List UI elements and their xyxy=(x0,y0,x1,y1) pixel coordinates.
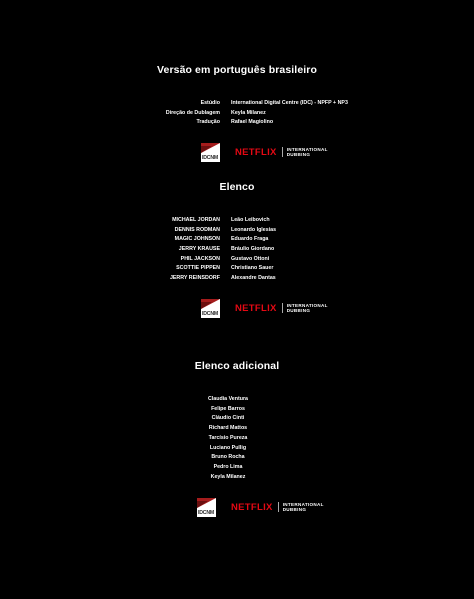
list-item: Cláudio Cinti xyxy=(211,415,245,422)
list-item: Keyla Milanez xyxy=(210,473,246,480)
logo-divider xyxy=(278,502,279,512)
character-name: PHIL JACKSON xyxy=(180,255,220,262)
idc-logo: IDCNM xyxy=(201,299,220,318)
cast-row xyxy=(0,226,474,236)
cast-row xyxy=(0,274,474,284)
actor-name: Christiano Sauer xyxy=(231,265,274,272)
actor-name: Leonardo Iglesias xyxy=(231,226,277,233)
actor-name: Eduardo Fraga xyxy=(231,236,269,243)
credit-name: Rafael Magiolino xyxy=(231,119,274,126)
actor-name: Gustavo Ottoni xyxy=(231,255,270,262)
netflix-logo: NETFLIX xyxy=(231,501,273,513)
character-name: JERRY REINSDORF xyxy=(169,275,220,282)
credit-role: Tradução xyxy=(196,119,220,126)
credit-row xyxy=(0,99,474,109)
logo-divider xyxy=(282,303,283,313)
cast-row xyxy=(0,245,474,255)
studio-credits xyxy=(0,99,474,128)
actor-name: Bráulio Giordano xyxy=(231,246,275,253)
cast-row xyxy=(0,255,474,265)
list-item: Claudia Ventura xyxy=(207,396,249,402)
logo-group-1 xyxy=(201,142,328,162)
international-dubbing-label: INTERNATIONAL DUBBING xyxy=(282,501,324,512)
list-item: Pedro Lima xyxy=(213,463,243,470)
character-name: MAGIC JOHNSON xyxy=(174,236,220,243)
character-name: DENNIS RODMAN xyxy=(174,226,220,233)
actor-name: Leão Leibovich xyxy=(231,217,270,223)
version-title: Versão em português brasileiro xyxy=(157,64,317,76)
list-item: Tarcísio Pureza xyxy=(208,434,248,441)
international-dubbing-label: INTERNATIONAL DUBBING xyxy=(286,302,328,313)
idc-logo: IDCNM xyxy=(201,143,220,162)
credit-row xyxy=(0,118,474,128)
credit-name: International Digital Centre (IDC) - NPFP + NP3 xyxy=(231,100,348,106)
idc-logo: IDCNM xyxy=(197,498,216,517)
character-name: SCOTTIE PIPPEN xyxy=(176,265,220,272)
additional-cast-title: Elenco adicional xyxy=(194,360,280,372)
list-item: Richard Mattos xyxy=(208,425,248,432)
credit-name: Keyla Milanez xyxy=(231,109,266,116)
international-dubbing-label: INTERNATIONAL DUBBING xyxy=(286,146,328,157)
netflix-logo: NETFLIX xyxy=(235,302,277,314)
credit-role: Estúdio xyxy=(200,100,220,106)
list-item: Luciano Pullig xyxy=(209,444,247,451)
character-name: MICHAEL JORDAN xyxy=(172,217,220,223)
actor-name: Alexandre Dantas xyxy=(231,275,276,282)
logo-divider xyxy=(282,147,283,157)
cast-row xyxy=(0,216,474,226)
cast-row xyxy=(0,264,474,274)
character-name: JERRY KRAUSE xyxy=(178,246,220,253)
logo-group-3 xyxy=(197,497,324,517)
cast-row xyxy=(0,235,474,245)
list-item: Felipe Barros xyxy=(211,405,245,412)
logo-group-2 xyxy=(201,298,328,318)
netflix-logo: NETFLIX xyxy=(235,146,277,158)
cast-title: Elenco xyxy=(219,181,255,193)
cast-list xyxy=(0,216,474,284)
credit-row xyxy=(0,109,474,119)
list-item: Bruno Rocha xyxy=(211,454,245,461)
additional-cast-list xyxy=(0,395,465,482)
credit-role: Direção de Dublagem xyxy=(165,109,220,116)
